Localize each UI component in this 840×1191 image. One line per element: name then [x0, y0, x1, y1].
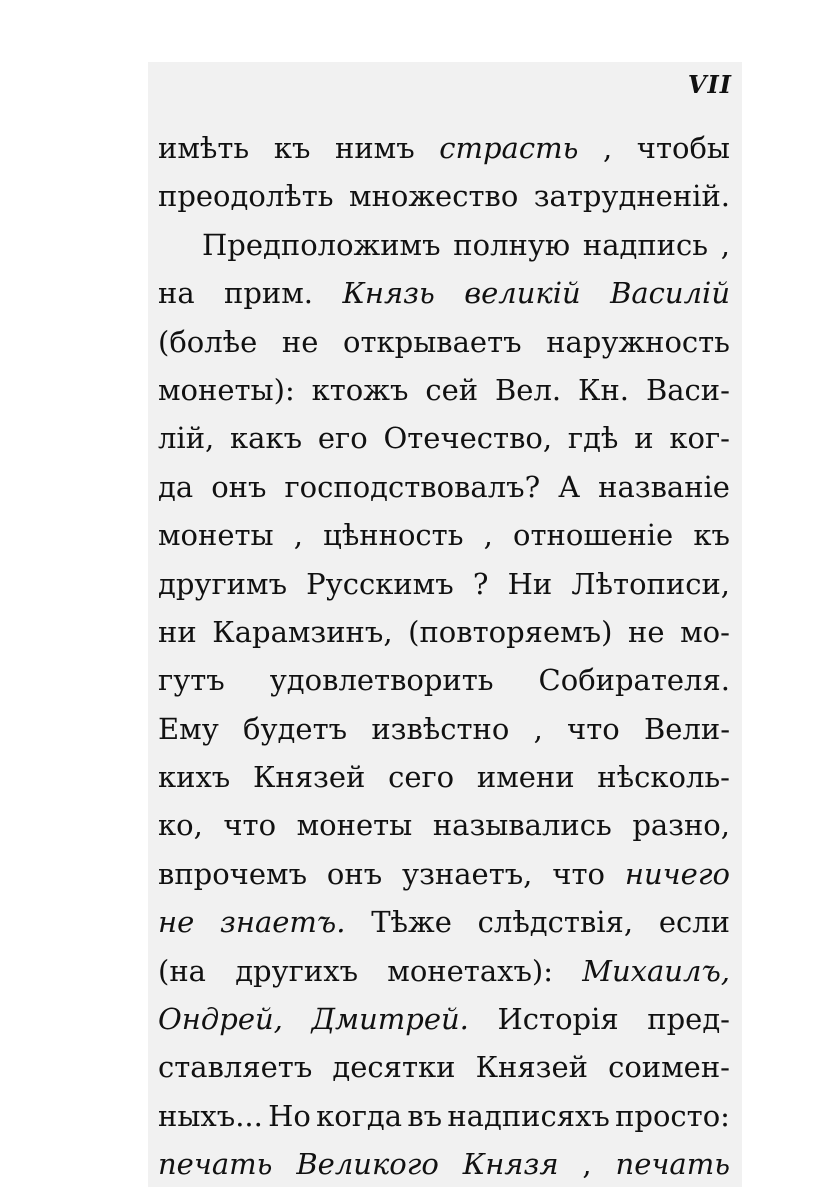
word: къ: [693, 518, 730, 553]
word: что: [223, 808, 277, 843]
word: Тѣже: [371, 905, 452, 940]
italic-word: Ондрей,: [158, 1002, 283, 1037]
word: не: [628, 614, 665, 649]
italic-word: печать: [615, 1147, 730, 1182]
italic-word: Князя: [462, 1147, 559, 1182]
italic-word: знаетъ.: [220, 905, 346, 940]
word: открываетъ: [343, 324, 522, 359]
word: надпись: [582, 227, 709, 262]
word: гдѣ: [567, 421, 619, 456]
word: ктожъ: [311, 372, 409, 407]
word: нѣсколь-: [597, 760, 730, 795]
italic-word: не: [158, 905, 195, 940]
word: когда: [316, 1098, 403, 1133]
word: что: [552, 856, 605, 891]
word: ныхъ...: [158, 1098, 263, 1133]
word: ,: [483, 518, 493, 553]
italic-word: Дмитрей.: [311, 1002, 469, 1037]
word: назывались: [432, 808, 612, 843]
text-line: [158, 511, 730, 559]
italic-word: Михаилъ,: [582, 953, 730, 988]
text-line: [158, 221, 730, 269]
word: Карамзинъ,: [212, 614, 393, 649]
word: другимъ: [158, 566, 288, 601]
text-line: [158, 801, 730, 849]
word: Русскимъ: [306, 566, 454, 601]
word: господствовалъ?: [284, 469, 541, 504]
word: впрочемъ: [158, 856, 308, 891]
text-line: [158, 269, 730, 317]
word: просто:: [615, 1098, 730, 1133]
italic-word: печать: [158, 1147, 273, 1182]
text-line: [158, 560, 730, 608]
word: А: [558, 469, 581, 504]
word: узнаетъ,: [402, 856, 533, 891]
word: наружность: [546, 324, 730, 359]
word: да: [158, 469, 194, 504]
italic-word: Великого: [296, 1147, 439, 1182]
word: отношеніе: [513, 518, 674, 553]
italic-word: Василій: [610, 276, 730, 311]
word: лій,: [158, 421, 215, 456]
word: сей: [425, 372, 479, 407]
word: мо-: [680, 614, 730, 649]
word: пред-: [647, 1002, 730, 1037]
italic-word: Князь: [342, 276, 435, 311]
word: надписяхъ: [447, 1098, 610, 1133]
word: извѣстно: [371, 711, 510, 746]
word: ,: [602, 131, 613, 165]
word: полную: [453, 227, 571, 262]
word: монеты: [158, 518, 274, 553]
text-line: [158, 898, 730, 946]
word: затрудненій.: [533, 179, 730, 214]
word: ког-: [669, 421, 730, 456]
text-line: [158, 463, 730, 511]
word: если: [658, 905, 730, 940]
word: его: [317, 421, 368, 456]
word: ,: [720, 227, 730, 262]
word: ставляетъ: [158, 1050, 313, 1085]
word: будетъ: [243, 711, 348, 746]
word: ко,: [158, 808, 203, 843]
word: ,: [582, 1147, 592, 1182]
word: Вели-: [643, 711, 730, 746]
word: Исторія: [497, 1002, 619, 1037]
word: множество: [349, 179, 519, 214]
word: Лѣтописи,: [571, 566, 730, 601]
page-number: VII: [687, 70, 732, 99]
word: къ: [273, 131, 311, 165]
word: ни: [158, 614, 197, 649]
text-line: [158, 1092, 730, 1140]
word: слѣдствія,: [477, 905, 634, 940]
text-line: [158, 947, 730, 995]
word: цѣнность: [323, 518, 464, 553]
word: имѣть: [158, 131, 250, 165]
word: монеты: [296, 808, 413, 843]
word: Собирателя.: [538, 663, 730, 698]
word: удовлетворить: [269, 663, 494, 698]
word: на: [158, 276, 195, 311]
word: что: [567, 711, 620, 746]
text-line: [158, 1043, 730, 1091]
word: преодолѣть: [158, 179, 334, 214]
word: Вел.: [494, 372, 562, 407]
text-line: [158, 366, 730, 414]
word: ?: [472, 566, 489, 601]
word: онъ: [211, 469, 267, 504]
word: (на: [158, 953, 206, 988]
word: какъ: [230, 421, 303, 456]
word: въ: [407, 1098, 443, 1133]
word: чтобы: [636, 131, 730, 165]
word: не: [281, 324, 319, 359]
word: ,: [533, 711, 543, 746]
word: и: [634, 421, 654, 456]
body-text: [158, 124, 730, 1189]
word: гутъ: [158, 663, 225, 698]
word: кихъ: [158, 760, 231, 795]
word: Предположимъ: [202, 227, 441, 262]
text-line: [158, 705, 730, 753]
word: Ни: [507, 566, 553, 601]
text-line: [158, 656, 730, 704]
word: десятки: [332, 1050, 456, 1085]
text-line: [158, 608, 730, 656]
word: Ему: [158, 711, 219, 746]
text-line: [158, 318, 730, 366]
italic-word: ничего: [624, 856, 730, 891]
italic-word: страсть: [439, 131, 579, 165]
word: разно,: [632, 808, 730, 843]
text-line: [158, 172, 730, 220]
word: названіе: [598, 469, 730, 504]
word: (повторяемъ): [408, 614, 613, 649]
word: Но: [268, 1098, 311, 1133]
word: нимъ: [334, 131, 415, 165]
word: монетахъ):: [387, 953, 554, 988]
text-line: [158, 414, 730, 462]
word: Князей: [252, 760, 366, 795]
text-line: [158, 753, 730, 801]
word: имени: [476, 760, 575, 795]
text-line: [158, 124, 730, 172]
word: Отечество,: [383, 421, 553, 456]
word: прим.: [224, 276, 314, 311]
word: Васи-: [645, 372, 730, 407]
word: Князей: [475, 1050, 588, 1085]
word: другихъ: [235, 953, 359, 988]
text-line: [158, 850, 730, 898]
word: монеты):: [158, 372, 295, 407]
word: (болѣе: [158, 324, 258, 359]
word: онъ: [326, 856, 383, 891]
italic-word: великій: [464, 276, 581, 311]
text-line: [158, 1140, 730, 1188]
word: соимен-: [608, 1050, 730, 1085]
text-line: [158, 995, 730, 1043]
word: ,: [293, 518, 304, 553]
word: Кн.: [578, 372, 630, 407]
word: сего: [388, 760, 455, 795]
